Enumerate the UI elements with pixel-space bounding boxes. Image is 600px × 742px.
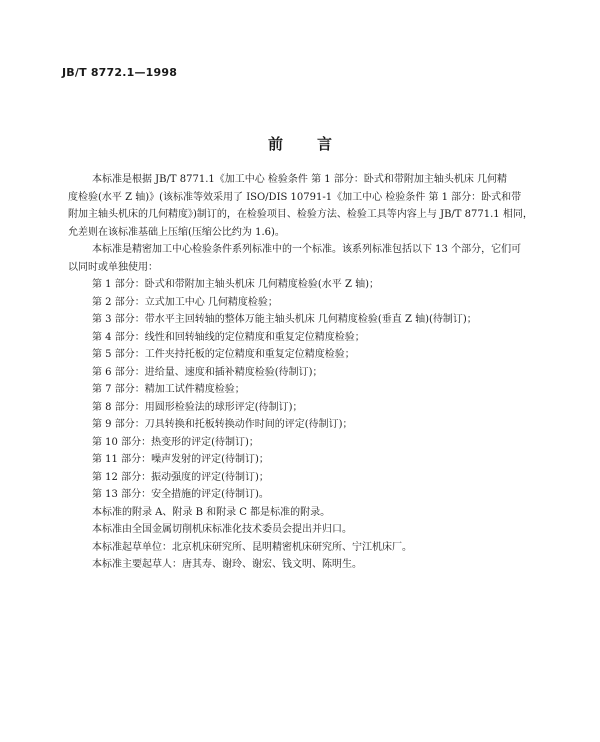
part-list-item: 第 8 部分：用圆形检验法的球形评定(待制订)； bbox=[92, 401, 303, 413]
part-list-item: 第 5 部分：工件夹持托板的定位精度和重复定位精度检验； bbox=[92, 349, 355, 360]
part-list-item: 第 12 部分：振动强度的评定(待制订)； bbox=[92, 471, 269, 483]
part-list-item: 第 13 部分：安全措施的评定(待制订)。 bbox=[92, 489, 269, 500]
drafters-note: 本标准主要起草人：唐其寿、谢玲、谢宏、钱文明、陈明生。 bbox=[92, 559, 362, 570]
part-list-item: 第 1 部分：卧式和带附加主轴头机床 几何精度检验(水平 Z 轴)； bbox=[92, 279, 380, 290]
foreword-body bbox=[68, 171, 562, 574]
page-title bbox=[0, 133, 600, 154]
paragraph-1-line: 附加主轴头机床的几何精度》)制订的，在检验项目、检验方法、检验工具等内容上与 JB/T 8771.1 相同， bbox=[68, 209, 533, 220]
part-list-item: 第 7 部分：精加工试件精度检验； bbox=[92, 384, 245, 395]
paragraph-1-line: 度检验(水平 Z 轴)》(该标准等效采用了 ISO/DIS 10791-1《加工中心 检验条件 第 1 部分：卧式和带 bbox=[68, 191, 522, 203]
title-char-1: 前 bbox=[267, 135, 283, 153]
standard-code: JB/T 8772.1—1998 bbox=[62, 66, 178, 79]
appendix-note: 本标准的附录 A、附录 B 和附录 C 都是标准的附录。 bbox=[92, 506, 331, 518]
paragraph-2-line: 以同时或单独使用： bbox=[68, 261, 158, 273]
part-list-item: 第 2 部分：立式加工中心 几何精度检验； bbox=[92, 296, 278, 308]
part-list-item: 第 10 部分：热变形的评定(待制订)； bbox=[92, 436, 259, 448]
title-char-2: 言 bbox=[317, 135, 333, 153]
committee-note: 本标准由全国金属切削机床标准化技术委员会提出并归口。 bbox=[92, 524, 352, 535]
paragraph-2-line: 本标准是精密加工中心检验条件系列标准中的一个标准。该系列标准包括以下 13 个部分，它们可 bbox=[92, 244, 522, 255]
part-list-item: 第 9 部分：刀具转换和托板转换动作时间的评定(待制订)； bbox=[92, 419, 353, 430]
part-list-item: 第 3 部分：带水平主回转轴的整体万能主轴头机床 几何精度检验(垂直 Z 轴)(待制订)； bbox=[92, 314, 477, 325]
drafting-units-note: 本标准起草单位：北京机床研究所、昆明精密机床研究所、宁江机床厂。 bbox=[92, 541, 412, 553]
part-list-item: 第 4 部分：线性和回转轴线的定位精度和重复定位精度检验； bbox=[92, 331, 365, 343]
paragraph-1-line: 本标准是根据 JB/T 8771.1《加工中心 检验条件 第 1 部分：卧式和带附加主轴头机床 几何精 bbox=[92, 174, 507, 185]
paragraph-1-line: 允差则在该标准基础上压缩(压缩公比约为 1.6)。 bbox=[68, 226, 285, 238]
part-list-item: 第 11 部分：噪声发射的评定(待制订)； bbox=[92, 454, 269, 465]
part-list-item: 第 6 部分：进给量、速度和插补精度检验(待制订)； bbox=[92, 366, 323, 378]
